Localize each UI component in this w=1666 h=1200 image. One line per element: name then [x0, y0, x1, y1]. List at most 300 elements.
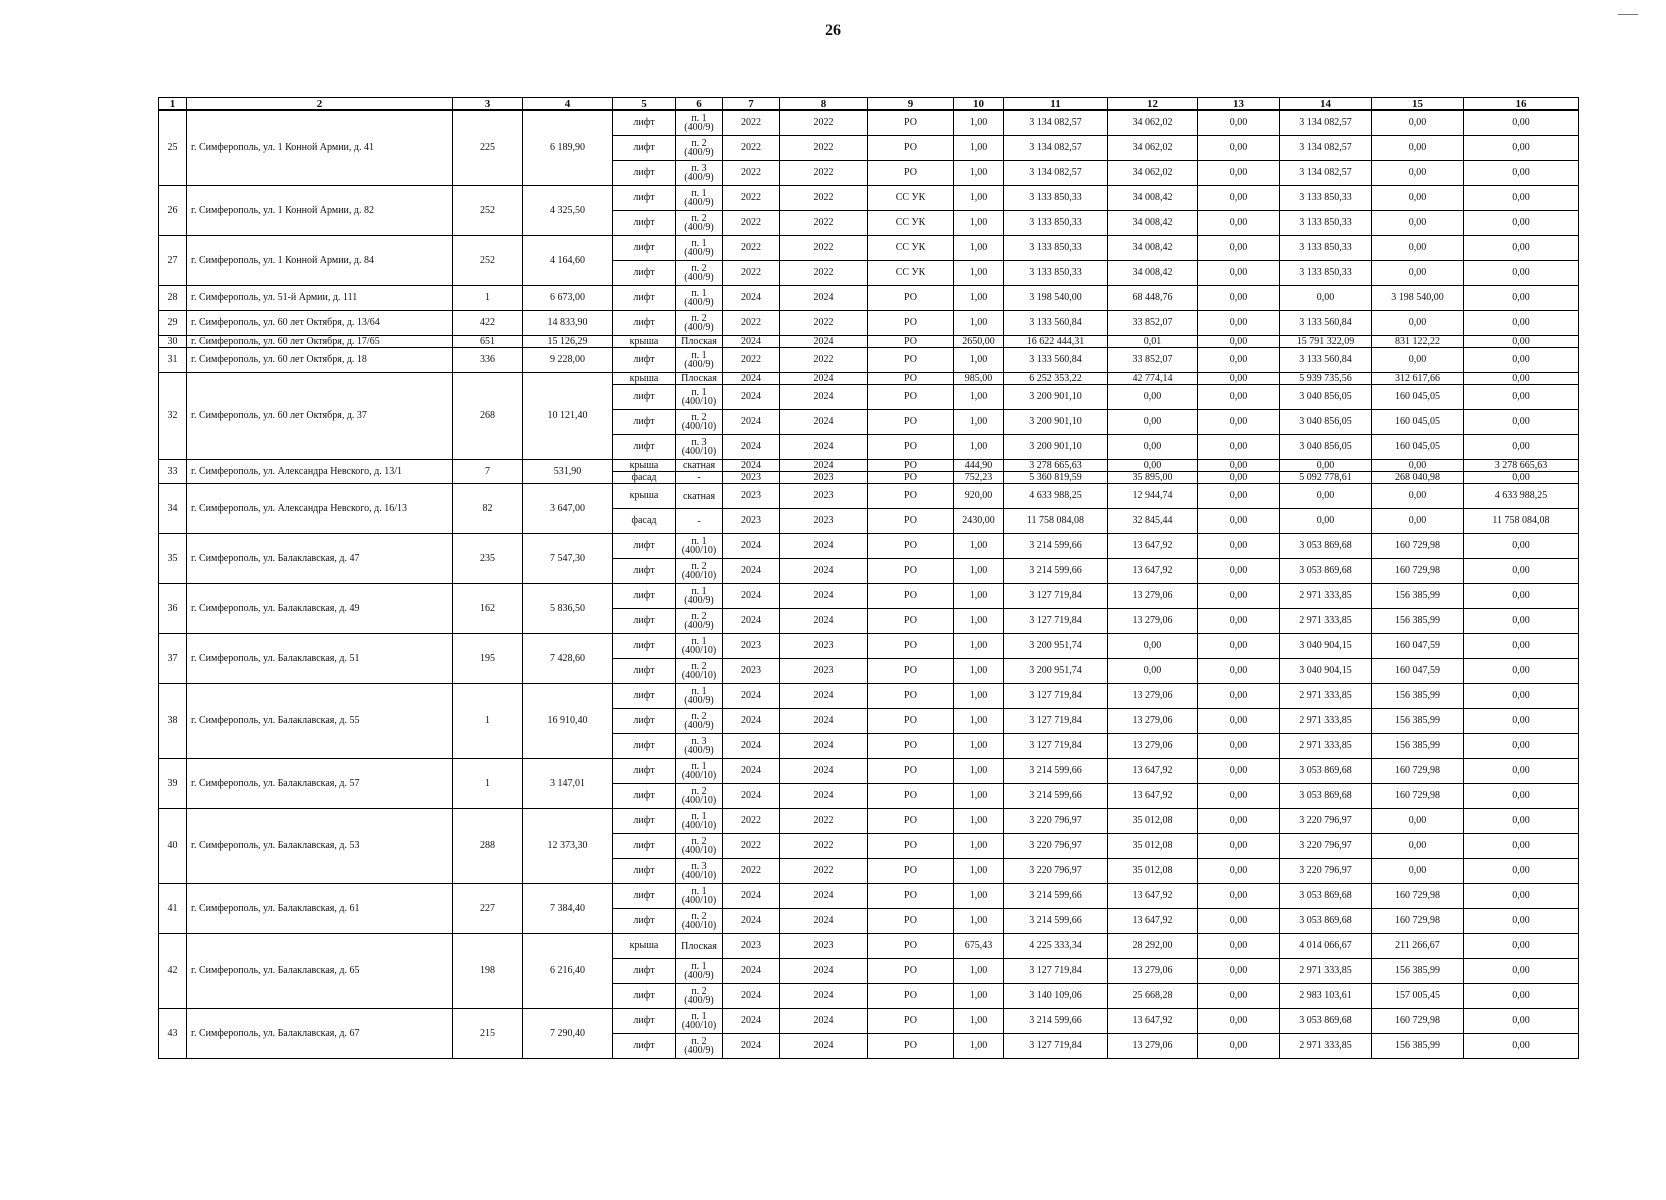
year-start-cell: 2024	[723, 385, 780, 410]
column-15-cell: 160 729,98	[1372, 1009, 1464, 1034]
work-spec-item: п. 1	[691, 113, 707, 124]
house-address-cell: г. Симферополь, ул. Балаклавская, д. 53	[187, 809, 453, 884]
column-13-cell: 0,00	[1198, 709, 1280, 734]
edge-scan-mark	[1618, 14, 1638, 15]
column-header-9: 9	[868, 98, 954, 111]
funding-source-cell: СС УК	[868, 236, 954, 261]
work-spec-item: п. 1	[691, 350, 707, 361]
work-spec-detail: (400/9)	[684, 995, 714, 1006]
year-end-cell: 2024	[780, 385, 868, 410]
column-12-cell: 13 647,92	[1108, 1009, 1198, 1034]
column-header-2: 2	[187, 98, 453, 111]
column-15-cell: 3 198 540,00	[1372, 286, 1464, 311]
column-12-cell: 13 647,92	[1108, 784, 1198, 809]
work-type-cell: лифт	[613, 609, 676, 634]
year-end-cell: 2022	[780, 834, 868, 859]
work-spec-cell	[676, 609, 723, 634]
column-16-cell: 0,00	[1464, 472, 1579, 484]
quantity-cell: 1,00	[954, 984, 1004, 1009]
column-15-cell: 156 385,99	[1372, 959, 1464, 984]
funding-source-cell: РО	[868, 709, 954, 734]
work-spec-cell	[676, 859, 723, 884]
column-16-cell: 0,00	[1464, 884, 1579, 909]
work-type-cell: лифт	[613, 261, 676, 286]
column-4-cell: 7 384,40	[523, 884, 613, 934]
work-type-cell: лифт	[613, 909, 676, 934]
work-spec-item: п. 2	[691, 836, 707, 847]
year-start-cell: 2023	[723, 659, 780, 684]
column-header-6: 6	[676, 98, 723, 111]
column-4-cell: 5 836,50	[523, 584, 613, 634]
total-cost-cell: 3 220 796,97	[1004, 809, 1108, 834]
column-12-cell: 12 944,74	[1108, 484, 1198, 509]
year-end-cell: 2024	[780, 373, 868, 385]
work-spec-cell	[676, 559, 723, 584]
year-end-cell: 2022	[780, 311, 868, 336]
column-13-cell: 0,00	[1198, 659, 1280, 684]
year-start-cell: 2023	[723, 934, 780, 959]
work-spec-item: п. 1	[691, 686, 707, 697]
total-cost-cell: 6 252 353,22	[1004, 373, 1108, 385]
total-cost-cell: 3 133 560,84	[1004, 348, 1108, 373]
column-16-cell: 0,00	[1464, 1034, 1579, 1059]
table-body	[159, 110, 1579, 1059]
work-spec-cell	[676, 1034, 723, 1059]
column-4-cell: 16 910,40	[523, 684, 613, 759]
funding-source-cell: РО	[868, 161, 954, 186]
work-spec-cell	[676, 509, 723, 534]
column-12-cell: 13 279,06	[1108, 709, 1198, 734]
work-spec-detail: (400/10)	[681, 820, 717, 831]
work-spec-cell	[676, 734, 723, 759]
column-13-cell: 0,00	[1198, 136, 1280, 161]
year-start-cell: 2024	[723, 734, 780, 759]
house-number-cell: 27	[159, 236, 187, 286]
column-14-cell: 3 040 856,05	[1280, 435, 1372, 460]
column-4-cell: 15 126,29	[523, 336, 613, 348]
house-number-cell: 29	[159, 311, 187, 336]
column-12-cell: 13 647,92	[1108, 559, 1198, 584]
column-14-cell: 3 053 869,68	[1280, 534, 1372, 559]
column-12-cell: 34 062,02	[1108, 136, 1198, 161]
year-end-cell: 2024	[780, 884, 868, 909]
work-spec-cell	[676, 759, 723, 784]
total-cost-cell: 3 133 850,33	[1004, 236, 1108, 261]
work-type-cell: крыша	[613, 484, 676, 509]
column-13-cell: 0,00	[1198, 348, 1280, 373]
column-14-cell: 0,00	[1280, 484, 1372, 509]
house-address-cell: г. Симферополь, ул. 1 Конной Армии, д. 41	[187, 110, 453, 186]
funding-source-cell: РО	[868, 959, 954, 984]
column-header-10: 10	[954, 98, 1004, 111]
work-spec-cell	[676, 110, 723, 136]
column-16-cell: 0,00	[1464, 348, 1579, 373]
column-16-cell: 0,00	[1464, 559, 1579, 584]
funding-source-cell: СС УК	[868, 211, 954, 236]
work-spec-detail: (400/10)	[681, 545, 717, 556]
work-type-cell: крыша	[613, 934, 676, 959]
column-12-cell: 34 008,42	[1108, 186, 1198, 211]
quantity-cell: 2430,00	[954, 509, 1004, 534]
work-spec-detail: (400/9)	[684, 147, 714, 158]
quantity-cell: 1,00	[954, 884, 1004, 909]
column-16-cell: 0,00	[1464, 336, 1579, 348]
table-row	[159, 110, 1579, 136]
year-end-cell: 2022	[780, 136, 868, 161]
column-15-cell: 0,00	[1372, 186, 1464, 211]
year-start-cell: 2022	[723, 809, 780, 834]
quantity-cell: 752,23	[954, 472, 1004, 484]
year-end-cell: 2024	[780, 559, 868, 584]
column-12-cell: 13 647,92	[1108, 909, 1198, 934]
funding-source-cell: РО	[868, 336, 954, 348]
column-14-cell: 3 053 869,68	[1280, 559, 1372, 584]
quantity-cell: 985,00	[954, 373, 1004, 385]
year-end-cell: 2022	[780, 110, 868, 136]
work-spec-item: п. 1	[691, 886, 707, 897]
year-start-cell: 2023	[723, 634, 780, 659]
work-spec-item: п. 3	[691, 861, 707, 872]
quantity-cell: 1,00	[954, 261, 1004, 286]
column-header-13: 13	[1198, 98, 1280, 111]
column-4-cell: 9 228,00	[523, 348, 613, 373]
year-start-cell: 2024	[723, 759, 780, 784]
total-cost-cell: 3 134 082,57	[1004, 161, 1108, 186]
column-13-cell: 0,00	[1198, 534, 1280, 559]
work-spec-detail: (400/10)	[681, 920, 717, 931]
page-number: 26	[825, 22, 841, 39]
column-14-cell: 3 134 082,57	[1280, 136, 1372, 161]
work-spec-detail: (400/10)	[681, 1020, 717, 1031]
column-16-cell: 0,00	[1464, 211, 1579, 236]
column-header-15: 15	[1372, 98, 1464, 111]
work-spec-item: п. 2	[691, 661, 707, 672]
repair-schedule-table	[158, 97, 1579, 1059]
funding-source-cell: РО	[868, 809, 954, 834]
column-16-cell: 0,00	[1464, 984, 1579, 1009]
house-address-cell: г. Симферополь, ул. 60 лет Октября, д. 17/65	[187, 336, 453, 348]
column-4-cell: 12 373,30	[523, 809, 613, 884]
work-spec-item: п. 3	[691, 437, 707, 448]
column-4-cell: 4 164,60	[523, 236, 613, 286]
column-13-cell: 0,00	[1198, 336, 1280, 348]
work-type-cell: лифт	[613, 559, 676, 584]
column-15-cell: 0,00	[1372, 460, 1464, 472]
column-4-cell: 10 121,40	[523, 373, 613, 460]
funding-source-cell: РО	[868, 385, 954, 410]
year-start-cell: 2024	[723, 784, 780, 809]
column-15-cell: 0,00	[1372, 136, 1464, 161]
column-12-cell: 0,00	[1108, 435, 1198, 460]
column-16-cell: 0,00	[1464, 286, 1579, 311]
house-address-cell: г. Симферополь, ул. Балаклавская, д. 51	[187, 634, 453, 684]
column-3-cell: 198	[453, 934, 523, 1009]
work-spec-item: п. 2	[691, 313, 707, 324]
work-spec-item: п. 2	[691, 213, 707, 224]
column-15-cell: 160 045,05	[1372, 435, 1464, 460]
column-3-cell: 1	[453, 286, 523, 311]
work-spec-cell	[676, 884, 723, 909]
work-type-cell: крыша	[613, 336, 676, 348]
work-type-cell: лифт	[613, 784, 676, 809]
house-address-cell: г. Симферополь, ул. Александра Невского, д. 13/1	[187, 460, 453, 484]
work-spec-detail: (400/9)	[684, 272, 714, 283]
quantity-cell: 1,00	[954, 186, 1004, 211]
total-cost-cell: 3 214 599,66	[1004, 784, 1108, 809]
year-end-cell: 2022	[780, 859, 868, 884]
work-spec-cell	[676, 211, 723, 236]
year-end-cell: 2022	[780, 809, 868, 834]
column-15-cell: 211 266,67	[1372, 934, 1464, 959]
column-13-cell: 0,00	[1198, 385, 1280, 410]
year-end-cell: 2024	[780, 286, 868, 311]
table-row	[159, 584, 1579, 609]
column-13-cell: 0,00	[1198, 684, 1280, 709]
column-14-cell: 3 040 856,05	[1280, 410, 1372, 435]
column-16-cell: 0,00	[1464, 385, 1579, 410]
column-14-cell: 3 053 869,68	[1280, 759, 1372, 784]
column-16-cell: 0,00	[1464, 834, 1579, 859]
work-type-cell: лифт	[613, 634, 676, 659]
column-16-cell: 0,00	[1464, 859, 1579, 884]
total-cost-cell: 3 214 599,66	[1004, 909, 1108, 934]
funding-source-cell: РО	[868, 934, 954, 959]
work-type-cell: лифт	[613, 709, 676, 734]
column-12-cell: 13 279,06	[1108, 734, 1198, 759]
table-row	[159, 336, 1579, 348]
column-3-cell: 268	[453, 373, 523, 460]
work-spec-item: п. 1	[691, 288, 707, 299]
column-15-cell: 160 729,98	[1372, 534, 1464, 559]
column-4-cell: 7 547,30	[523, 534, 613, 584]
year-end-cell: 2024	[780, 336, 868, 348]
house-number-cell: 40	[159, 809, 187, 884]
table-row	[159, 236, 1579, 261]
work-spec-cell	[676, 709, 723, 734]
column-16-cell: 0,00	[1464, 161, 1579, 186]
column-14-cell: 2 971 333,85	[1280, 709, 1372, 734]
year-start-cell: 2022	[723, 311, 780, 336]
column-14-cell: 3 040 904,15	[1280, 659, 1372, 684]
column-13-cell: 0,00	[1198, 110, 1280, 136]
column-16-cell: 0,00	[1464, 410, 1579, 435]
house-address-cell: г. Симферополь, ул. 1 Конной Армии, д. 84	[187, 236, 453, 286]
funding-source-cell: РО	[868, 410, 954, 435]
column-13-cell: 0,00	[1198, 784, 1280, 809]
house-number-cell: 37	[159, 634, 187, 684]
work-spec-detail: (400/9)	[684, 595, 714, 606]
column-13-cell: 0,00	[1198, 186, 1280, 211]
work-type-cell: лифт	[613, 809, 676, 834]
column-16-cell: 0,00	[1464, 934, 1579, 959]
year-end-cell: 2023	[780, 659, 868, 684]
column-13-cell: 0,00	[1198, 460, 1280, 472]
work-spec-item: п. 1	[691, 188, 707, 199]
year-start-cell: 2024	[723, 884, 780, 909]
total-cost-cell: 3 214 599,66	[1004, 884, 1108, 909]
work-spec-cell	[676, 909, 723, 934]
quantity-cell: 1,00	[954, 759, 1004, 784]
column-3-cell: 215	[453, 1009, 523, 1059]
column-13-cell: 0,00	[1198, 834, 1280, 859]
column-4-cell: 531,90	[523, 460, 613, 484]
column-16-cell: 0,00	[1464, 734, 1579, 759]
column-4-cell: 3 647,00	[523, 484, 613, 534]
total-cost-cell: 3 278 665,63	[1004, 460, 1108, 472]
column-12-cell: 33 852,07	[1108, 311, 1198, 336]
column-number-row	[159, 98, 1579, 111]
column-16-cell: 3 278 665,63	[1464, 460, 1579, 472]
house-address-cell: г. Симферополь, ул. Балаклавская, д. 47	[187, 534, 453, 584]
column-16-cell: 0,00	[1464, 236, 1579, 261]
year-end-cell: 2022	[780, 186, 868, 211]
column-12-cell: 35 012,08	[1108, 859, 1198, 884]
column-12-cell: 13 279,06	[1108, 584, 1198, 609]
column-15-cell: 157 005,45	[1372, 984, 1464, 1009]
funding-source-cell: РО	[868, 834, 954, 859]
work-spec-cell	[676, 261, 723, 286]
repair-schedule-table-container	[158, 97, 1578, 1059]
work-spec-cell	[676, 435, 723, 460]
column-14-cell: 3 133 560,84	[1280, 311, 1372, 336]
funding-source-cell: РО	[868, 859, 954, 884]
year-end-cell: 2023	[780, 472, 868, 484]
total-cost-cell: 5 360 819,59	[1004, 472, 1108, 484]
column-16-cell: 0,00	[1464, 659, 1579, 684]
quantity-cell: 1,00	[954, 110, 1004, 136]
column-header-3: 3	[453, 98, 523, 111]
work-type-cell: лифт	[613, 286, 676, 311]
column-14-cell: 3 133 850,33	[1280, 236, 1372, 261]
house-number-cell: 31	[159, 348, 187, 373]
funding-source-cell: РО	[868, 909, 954, 934]
total-cost-cell: 3 220 796,97	[1004, 859, 1108, 884]
column-12-cell: 25 668,28	[1108, 984, 1198, 1009]
total-cost-cell: 16 622 444,31	[1004, 336, 1108, 348]
total-cost-cell: 3 200 901,10	[1004, 385, 1108, 410]
work-spec-cell	[676, 659, 723, 684]
column-14-cell: 2 983 103,61	[1280, 984, 1372, 1009]
column-15-cell: 0,00	[1372, 311, 1464, 336]
funding-source-cell: РО	[868, 509, 954, 534]
column-14-cell: 3 134 082,57	[1280, 161, 1372, 186]
column-14-cell: 3 053 869,68	[1280, 784, 1372, 809]
work-spec-cell	[676, 534, 723, 559]
work-type-cell: лифт	[613, 859, 676, 884]
work-spec-cell	[676, 410, 723, 435]
column-4-cell: 6 673,00	[523, 286, 613, 311]
column-13-cell: 0,00	[1198, 634, 1280, 659]
column-12-cell: 13 279,06	[1108, 1034, 1198, 1059]
work-spec-detail: (400/10)	[681, 396, 717, 407]
column-13-cell: 0,00	[1198, 410, 1280, 435]
column-16-cell: 0,00	[1464, 684, 1579, 709]
house-address-cell: г. Симферополь, ул. 51-й Армии, д. 111	[187, 286, 453, 311]
work-spec-cell	[676, 385, 723, 410]
table-row	[159, 684, 1579, 709]
quantity-cell: 1,00	[954, 236, 1004, 261]
column-13-cell: 0,00	[1198, 584, 1280, 609]
house-address-cell: г. Симферополь, ул. Балаклавская, д. 65	[187, 934, 453, 1009]
work-spec-detail: (400/9)	[684, 1045, 714, 1056]
year-end-cell: 2024	[780, 734, 868, 759]
quantity-cell: 1,00	[954, 584, 1004, 609]
column-3-cell: 336	[453, 348, 523, 373]
year-end-cell: 2024	[780, 684, 868, 709]
work-type-cell: лифт	[613, 684, 676, 709]
column-13-cell: 0,00	[1198, 909, 1280, 934]
quantity-cell: 1,00	[954, 909, 1004, 934]
column-16-cell: 0,00	[1464, 959, 1579, 984]
work-type-cell: лифт	[613, 161, 676, 186]
column-14-cell: 2 971 333,85	[1280, 1034, 1372, 1059]
column-14-cell: 2 971 333,85	[1280, 584, 1372, 609]
quantity-cell: 1,00	[954, 385, 1004, 410]
work-spec-item: п. 3	[691, 163, 707, 174]
column-16-cell: 0,00	[1464, 373, 1579, 385]
work-type-cell: лифт	[613, 348, 676, 373]
total-cost-cell: 11 758 084,08	[1004, 509, 1108, 534]
year-start-cell: 2022	[723, 110, 780, 136]
column-12-cell: 34 062,02	[1108, 161, 1198, 186]
funding-source-cell: РО	[868, 311, 954, 336]
table-row	[159, 634, 1579, 659]
funding-source-cell: СС УК	[868, 261, 954, 286]
work-type-cell: лифт	[613, 435, 676, 460]
work-type-cell: лифт	[613, 410, 676, 435]
column-3-cell: 162	[453, 584, 523, 634]
column-13-cell: 0,00	[1198, 509, 1280, 534]
total-cost-cell: 3 127 719,84	[1004, 584, 1108, 609]
year-end-cell: 2024	[780, 410, 868, 435]
work-spec-detail: (400/9)	[684, 172, 714, 183]
year-end-cell: 2024	[780, 784, 868, 809]
column-header-16: 16	[1464, 98, 1579, 111]
total-cost-cell: 3 200 901,10	[1004, 435, 1108, 460]
column-15-cell: 160 045,05	[1372, 385, 1464, 410]
quantity-cell: 2650,00	[954, 336, 1004, 348]
column-12-cell: 13 279,06	[1108, 959, 1198, 984]
work-spec-cell	[676, 336, 723, 348]
work-type-cell: лифт	[613, 385, 676, 410]
table-row	[159, 186, 1579, 211]
work-spec-detail: (400/9)	[684, 620, 714, 631]
year-start-cell: 2024	[723, 584, 780, 609]
quantity-cell: 1,00	[954, 311, 1004, 336]
house-number-cell: 36	[159, 584, 187, 634]
column-3-cell: 1	[453, 684, 523, 759]
work-spec-detail: (400/9)	[684, 359, 714, 370]
work-spec-cell	[676, 373, 723, 385]
work-spec-item: п. 1	[691, 761, 707, 772]
year-end-cell: 2024	[780, 584, 868, 609]
house-number-cell: 26	[159, 186, 187, 236]
column-13-cell: 0,00	[1198, 161, 1280, 186]
column-12-cell: 34 062,02	[1108, 110, 1198, 136]
column-15-cell: 0,00	[1372, 809, 1464, 834]
column-15-cell: 0,00	[1372, 161, 1464, 186]
column-14-cell: 15 791 322,09	[1280, 336, 1372, 348]
funding-source-cell: РО	[868, 759, 954, 784]
quantity-cell: 1,00	[954, 435, 1004, 460]
year-start-cell: 2022	[723, 186, 780, 211]
work-spec-detail: (400/10)	[681, 895, 717, 906]
total-cost-cell: 3 127 719,84	[1004, 734, 1108, 759]
year-end-cell: 2024	[780, 709, 868, 734]
work-spec-detail: (400/10)	[681, 446, 717, 457]
work-spec-detail: (400/9)	[684, 122, 714, 133]
work-type-cell: лифт	[613, 834, 676, 859]
